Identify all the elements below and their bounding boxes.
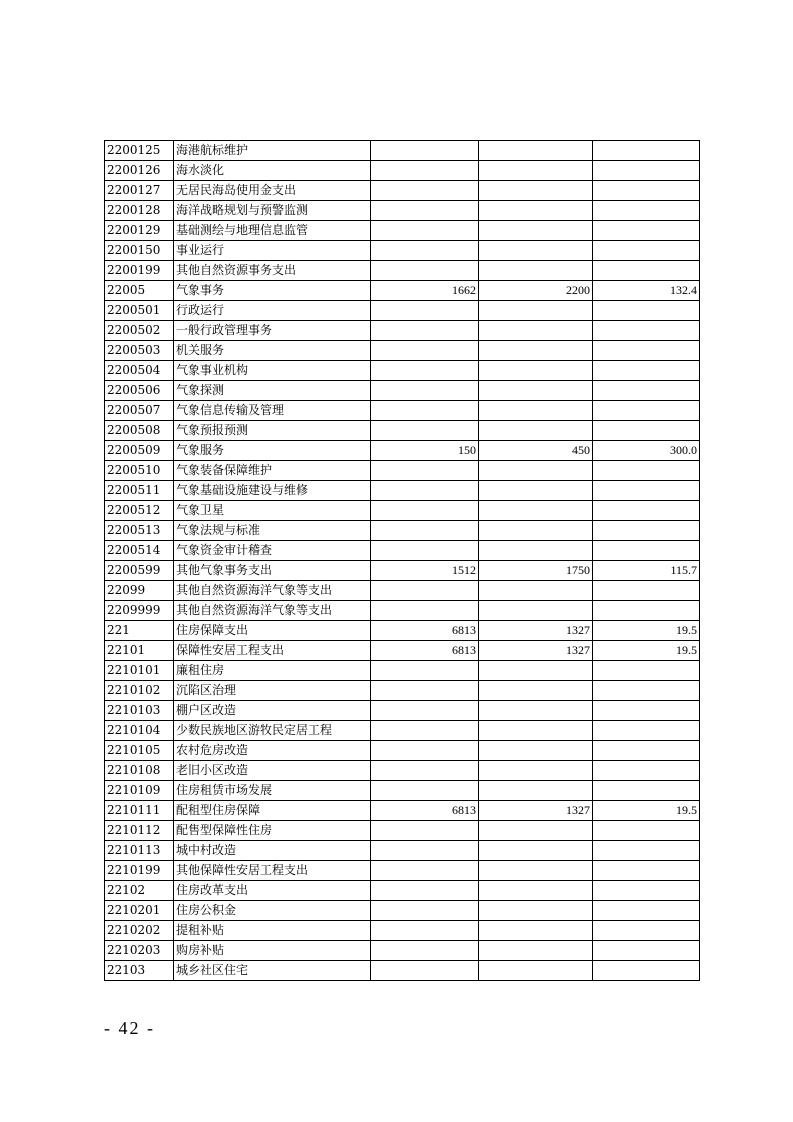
value-cell-3 [593,361,700,381]
name-cell: 海港航标维护 [174,141,371,161]
code-cell: 2210203 [105,941,174,961]
value-cell-2: 2200 [479,281,593,301]
value-cell-3 [593,601,700,621]
value-cell-2 [479,321,593,341]
table-row [105,901,700,921]
value-cell-2 [479,681,593,701]
value-cell-1 [371,661,479,681]
code-cell: 2200150 [105,241,174,261]
name-cell: 农村危房改造 [174,741,371,761]
value-cell-3 [593,761,700,781]
name-cell: 其他气象事务支出 [174,561,371,581]
name-cell: 其他自然资源海洋气象等支出 [174,581,371,601]
value-cell-3 [593,581,700,601]
code-cell: 2200512 [105,501,174,521]
code-cell: 2200599 [105,561,174,581]
value-cell-2 [479,261,593,281]
code-cell: 2210112 [105,821,174,841]
code-cell: 2200128 [105,201,174,221]
name-cell: 一般行政管理事务 [174,321,371,341]
table-row [105,421,700,441]
code-cell: 2210105 [105,741,174,761]
value-cell-2: 450 [479,441,593,461]
code-cell: 2200125 [105,141,174,161]
table-row [105,241,700,261]
name-cell: 其他自然资源事务支出 [174,261,371,281]
value-cell-2 [479,841,593,861]
code-cell: 2210109 [105,781,174,801]
table-body [105,141,700,981]
table-row [105,821,700,841]
name-cell: 气象信息传输及管理 [174,401,371,421]
value-cell-1: 1662 [371,281,479,301]
value-cell-3 [593,261,700,281]
name-cell: 住房改革支出 [174,881,371,901]
value-cell-3 [593,301,700,321]
value-cell-2 [479,541,593,561]
value-cell-3 [593,881,700,901]
value-cell-2 [479,301,593,321]
name-cell: 气象服务 [174,441,371,461]
name-cell: 海洋战略规划与预警监测 [174,201,371,221]
code-cell: 2200503 [105,341,174,361]
code-cell: 2210104 [105,721,174,741]
value-cell-3 [593,661,700,681]
value-cell-2 [479,241,593,261]
value-cell-2 [479,421,593,441]
name-cell: 提租补贴 [174,921,371,941]
value-cell-3 [593,841,700,861]
value-cell-1 [371,381,479,401]
name-cell: 棚户区改造 [174,701,371,721]
value-cell-3 [593,781,700,801]
name-cell: 其他自然资源海洋气象等支出 [174,601,371,621]
value-cell-1 [371,861,479,881]
code-cell: 2200506 [105,381,174,401]
value-cell-1: 6813 [371,801,479,821]
table-row [105,541,700,561]
code-cell: 22005 [105,281,174,301]
value-cell-2 [479,181,593,201]
value-cell-2 [479,761,593,781]
table-row [105,801,700,821]
value-cell-1: 6813 [371,641,479,661]
table-row [105,921,700,941]
code-cell: 2210103 [105,701,174,721]
code-cell: 2200199 [105,261,174,281]
table-row [105,941,700,961]
value-cell-2 [479,581,593,601]
value-cell-2 [479,721,593,741]
value-cell-1 [371,681,479,701]
value-cell-3 [593,341,700,361]
value-cell-1 [371,401,479,421]
value-cell-2 [479,461,593,481]
value-cell-1 [371,781,479,801]
name-cell: 事业运行 [174,241,371,261]
name-cell: 老旧小区改造 [174,761,371,781]
table-row [105,401,700,421]
name-cell: 住房租赁市场发展 [174,781,371,801]
value-cell-2 [479,941,593,961]
name-cell: 城乡社区住宅 [174,961,371,981]
value-cell-1 [371,461,479,481]
table-row [105,341,700,361]
code-cell: 2200509 [105,441,174,461]
value-cell-1 [371,921,479,941]
value-cell-1 [371,221,479,241]
value-cell-1 [371,941,479,961]
code-cell: 221 [105,621,174,641]
value-cell-3 [593,421,700,441]
value-cell-1 [371,301,479,321]
table-row [105,521,700,541]
table-row [105,381,700,401]
value-cell-1 [371,741,479,761]
value-cell-1 [371,241,479,261]
value-cell-1 [371,501,479,521]
code-cell: 2200127 [105,181,174,201]
value-cell-1 [371,341,479,361]
value-cell-2 [479,921,593,941]
table-row [105,481,700,501]
name-cell: 机关服务 [174,341,371,361]
table-row [105,841,700,861]
value-cell-1 [371,881,479,901]
value-cell-1 [371,541,479,561]
table-row [105,201,700,221]
code-cell: 2210101 [105,661,174,681]
code-cell: 2200507 [105,401,174,421]
value-cell-2 [479,661,593,681]
value-cell-3 [593,201,700,221]
value-cell-3 [593,221,700,241]
value-cell-1 [371,841,479,861]
name-cell: 其他保障性安居工程支出 [174,861,371,881]
table-row [105,441,700,461]
value-cell-3 [593,401,700,421]
value-cell-3 [593,161,700,181]
code-cell: 22103 [105,961,174,981]
value-cell-3 [593,541,700,561]
value-cell-1 [371,181,479,201]
name-cell: 海水淡化 [174,161,371,181]
code-cell: 2210113 [105,841,174,861]
page-number: - 42 - [104,1018,155,1038]
name-cell: 气象装备保障维护 [174,461,371,481]
value-cell-1 [371,521,479,541]
value-cell-1 [371,901,479,921]
code-cell: 2200126 [105,161,174,181]
name-cell: 沉陷区治理 [174,681,371,701]
table-row [105,221,700,241]
table-row [105,621,700,641]
value-cell-3 [593,961,700,981]
value-cell-1: 6813 [371,621,479,641]
value-cell-2 [479,401,593,421]
value-cell-3 [593,901,700,921]
value-cell-1 [371,581,479,601]
name-cell: 无居民海岛使用金支出 [174,181,371,201]
table-row [105,701,700,721]
value-cell-1 [371,261,479,281]
value-cell-1: 1512 [371,561,479,581]
table-row [105,681,700,701]
code-cell: 2210199 [105,861,174,881]
code-cell: 2200510 [105,461,174,481]
value-cell-3 [593,741,700,761]
value-cell-3 [593,701,700,721]
table-row [105,961,700,981]
value-cell-3: 19.5 [593,641,700,661]
value-cell-3: 19.5 [593,801,700,821]
value-cell-1 [371,141,479,161]
name-cell: 气象事业机构 [174,361,371,381]
code-cell: 2210111 [105,801,174,821]
value-cell-2 [479,201,593,221]
value-cell-2 [479,821,593,841]
name-cell: 配租型住房保障 [174,801,371,821]
name-cell: 气象基础设施建设与维修 [174,481,371,501]
name-cell: 气象卫星 [174,501,371,521]
code-cell: 2200129 [105,221,174,241]
table-row [105,861,700,881]
code-cell: 22102 [105,881,174,901]
value-cell-1 [371,321,479,341]
code-cell: 2210108 [105,761,174,781]
value-cell-2 [479,501,593,521]
value-cell-3 [593,461,700,481]
value-cell-3 [593,181,700,201]
value-cell-3: 300.0 [593,441,700,461]
value-cell-3 [593,501,700,521]
name-cell: 配售型保障性住房 [174,821,371,841]
name-cell: 廉租住房 [174,661,371,681]
value-cell-3 [593,321,700,341]
value-cell-2 [479,341,593,361]
table-row [105,361,700,381]
value-cell-2: 1327 [479,801,593,821]
code-cell: 2200501 [105,301,174,321]
value-cell-2 [479,881,593,901]
table-row [105,461,700,481]
value-cell-2 [479,381,593,401]
name-cell: 气象事务 [174,281,371,301]
code-cell: 2210202 [105,921,174,941]
name-cell: 基础测绘与地理信息监管 [174,221,371,241]
table-row [105,141,700,161]
table-row [105,181,700,201]
value-cell-3: 115.7 [593,561,700,581]
code-cell: 2200514 [105,541,174,561]
name-cell: 气象资金审计稽查 [174,541,371,561]
value-cell-2 [479,861,593,881]
table-row [105,261,700,281]
value-cell-3 [593,241,700,261]
value-cell-2 [479,701,593,721]
value-cell-3 [593,381,700,401]
value-cell-1 [371,481,479,501]
table-row [105,641,700,661]
code-cell: 2200513 [105,521,174,541]
value-cell-2 [479,901,593,921]
value-cell-1 [371,701,479,721]
value-cell-3: 19.5 [593,621,700,641]
table-row [105,301,700,321]
table-row [105,161,700,181]
value-cell-1: 150 [371,441,479,461]
code-cell: 2200504 [105,361,174,381]
value-cell-3: 132.4 [593,281,700,301]
value-cell-3 [593,721,700,741]
name-cell: 气象探测 [174,381,371,401]
name-cell: 住房公积金 [174,901,371,921]
value-cell-1 [371,161,479,181]
code-cell: 2210102 [105,681,174,701]
code-cell: 22101 [105,641,174,661]
value-cell-2 [479,741,593,761]
table-row [105,561,700,581]
table-row [105,581,700,601]
code-cell: 2210201 [105,901,174,921]
value-cell-2 [479,141,593,161]
name-cell: 购房补贴 [174,941,371,961]
code-cell: 2200502 [105,321,174,341]
value-cell-2 [479,601,593,621]
value-cell-3 [593,681,700,701]
table-row [105,881,700,901]
value-cell-2 [479,481,593,501]
table-row [105,781,700,801]
name-cell: 气象预报预测 [174,421,371,441]
value-cell-1 [371,201,479,221]
value-cell-1 [371,361,479,381]
value-cell-2: 1327 [479,621,593,641]
value-cell-2 [479,521,593,541]
table-row [105,721,700,741]
table-row [105,501,700,521]
code-cell: 2200511 [105,481,174,501]
value-cell-1 [371,761,479,781]
value-cell-3 [593,481,700,501]
name-cell: 保障性安居工程支出 [174,641,371,661]
value-cell-1 [371,721,479,741]
value-cell-1 [371,961,479,981]
value-cell-3 [593,821,700,841]
value-cell-2 [479,161,593,181]
code-cell: 2209999 [105,601,174,621]
value-cell-2 [479,961,593,981]
name-cell: 少数民族地区游牧民定居工程 [174,721,371,741]
table-row [105,661,700,681]
table-row [105,321,700,341]
code-cell: 2200508 [105,421,174,441]
value-cell-2 [479,221,593,241]
table-row [105,281,700,301]
value-cell-3 [593,141,700,161]
name-cell: 行政运行 [174,301,371,321]
value-cell-2: 1327 [479,641,593,661]
budget-table [104,140,700,981]
table-row [105,741,700,761]
value-cell-1 [371,421,479,441]
value-cell-3 [593,921,700,941]
code-cell: 22099 [105,581,174,601]
value-cell-3 [593,861,700,881]
value-cell-3 [593,941,700,961]
value-cell-2: 1750 [479,561,593,581]
name-cell: 气象法规与标准 [174,521,371,541]
table-row [105,601,700,621]
table-row [105,761,700,781]
value-cell-1 [371,601,479,621]
value-cell-3 [593,521,700,541]
name-cell: 住房保障支出 [174,621,371,641]
name-cell: 城中村改造 [174,841,371,861]
value-cell-1 [371,821,479,841]
value-cell-2 [479,361,593,381]
value-cell-2 [479,781,593,801]
